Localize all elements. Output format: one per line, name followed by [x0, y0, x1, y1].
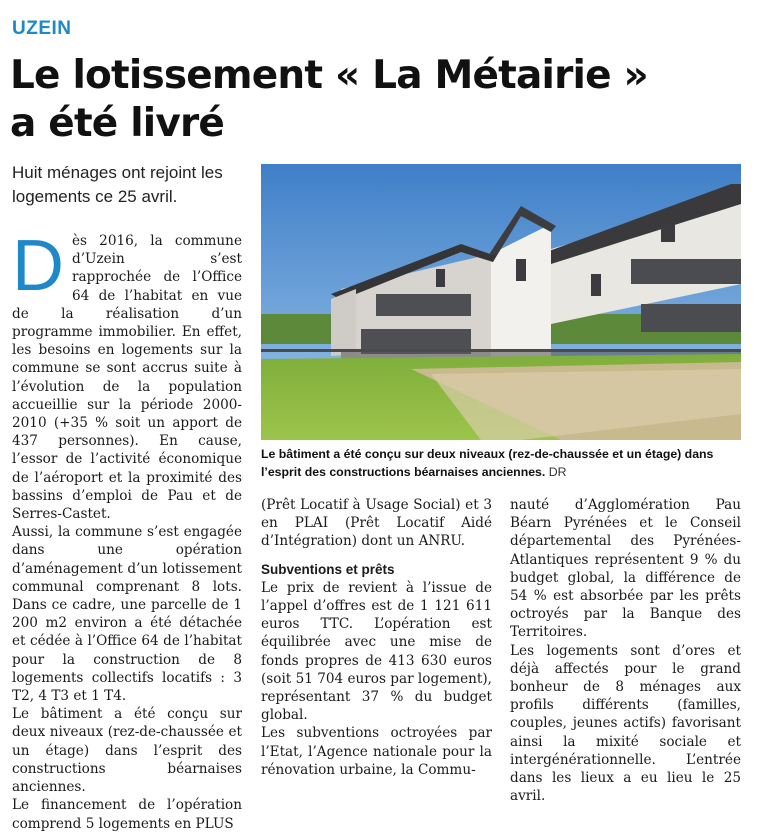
paragraph-8: nauté d’Agglomération Pau Béarn Pyrénées et le Conseil départemental des Pyrénées-Atlantiques représentent 9 % du budget global, la différence de 54 % est absorbée par les prêts octroyés par la Banque des Territoires.: [510, 497, 741, 641]
article-column-1: [12, 226, 242, 833]
article-standfirst: Huit ménages ont rejoint les logements ce 25 avril.: [12, 163, 223, 206]
photo-credit: DR: [548, 465, 567, 479]
paragraph-7: Les subventions octroyées par l’Etat, l’Agence nationale pour la rénovation urbaine, la Commu-: [261, 725, 492, 778]
paragraph-5: (Prêt Locatif à Usage Social) et 3 en PLAI (Prêt Locatif Aidé d’Intégration) dont un ANRU.: [261, 497, 492, 550]
section-kicker: UZEIN: [12, 18, 72, 39]
paragraph-6: Le prix de revient à l’issue de l’appel d’offres est de 1 121 611 euros TTC. L’opération est équilibrée avec une mise de fonds propres de 413 630 euros (soit 51 704 euros par logement), représentant 37 % du budget global.: [261, 579, 492, 724]
paragraph-2: Aussi, la commune s’est engagée dans une opération d’aménagement d’un lotissement communal comprenant 8 lots. Dans ce cadre, une parcelle de 1 200 m2 environ a été détachée et cédée à l’Office 64 de l’habitat pour la construction de 8 logements collectifs locatifs : 3 T2, 4 T3 et 1 T4.: [12, 524, 242, 705]
article-column-2: [261, 496, 492, 779]
article-subhead: Subventions et prêts: [261, 561, 395, 577]
caption-text: Le bâtiment a été conçu sur deux niveaux (rez-de-chaussée et un étage) dans l’esprit des constructions béarnaises anciennes.: [261, 447, 714, 479]
paragraph-9: Les logements sont d’ores et déjà affectés pour le grand bonheur de 8 ménages aux profils différents (familles, couples, jeunes actifs) favorisant ainsi la mixité sociale et intergénérationnelle. L’entrée dans les lieux a eu lieu le 25 avril.: [510, 642, 741, 805]
drop-cap: D: [12, 226, 64, 306]
article-column-3: [510, 496, 741, 805]
paragraph-1: ès 2016, la commune d’Uzein s’est rapprochée de l’Office 64 de l’habitat en vue de la réalisation d’un programme immobilier. En effet, les besoins en logements sur la commune se sont accrus suite à l’évolution de la population accueillie sur la période 2000-2010 (+35 % soit un apport de 437 personnes). En cause, l’essor de l’activité économique de l’aéroport et la proximité des bassins d’emploi de Pau et de Serres-Castet.: [12, 233, 242, 523]
paragraph-4: Le financement de l’opération comprend 5 logements en PLUS: [12, 797, 242, 832]
headline-line-2: a été livré: [10, 101, 225, 146]
article-photo: [261, 164, 741, 440]
headline-line-1: Le lotissement « La Métairie »: [10, 53, 648, 98]
paragraph-3: Le bâtiment a été conçu sur deux niveaux (rez-de-chaussée et un étage) dans l’esprit des constructions béarnaises anciennes.: [12, 706, 242, 796]
article-headline: [10, 52, 760, 148]
building-photo-illustration: [261, 164, 741, 440]
photo-caption: [261, 445, 751, 481]
